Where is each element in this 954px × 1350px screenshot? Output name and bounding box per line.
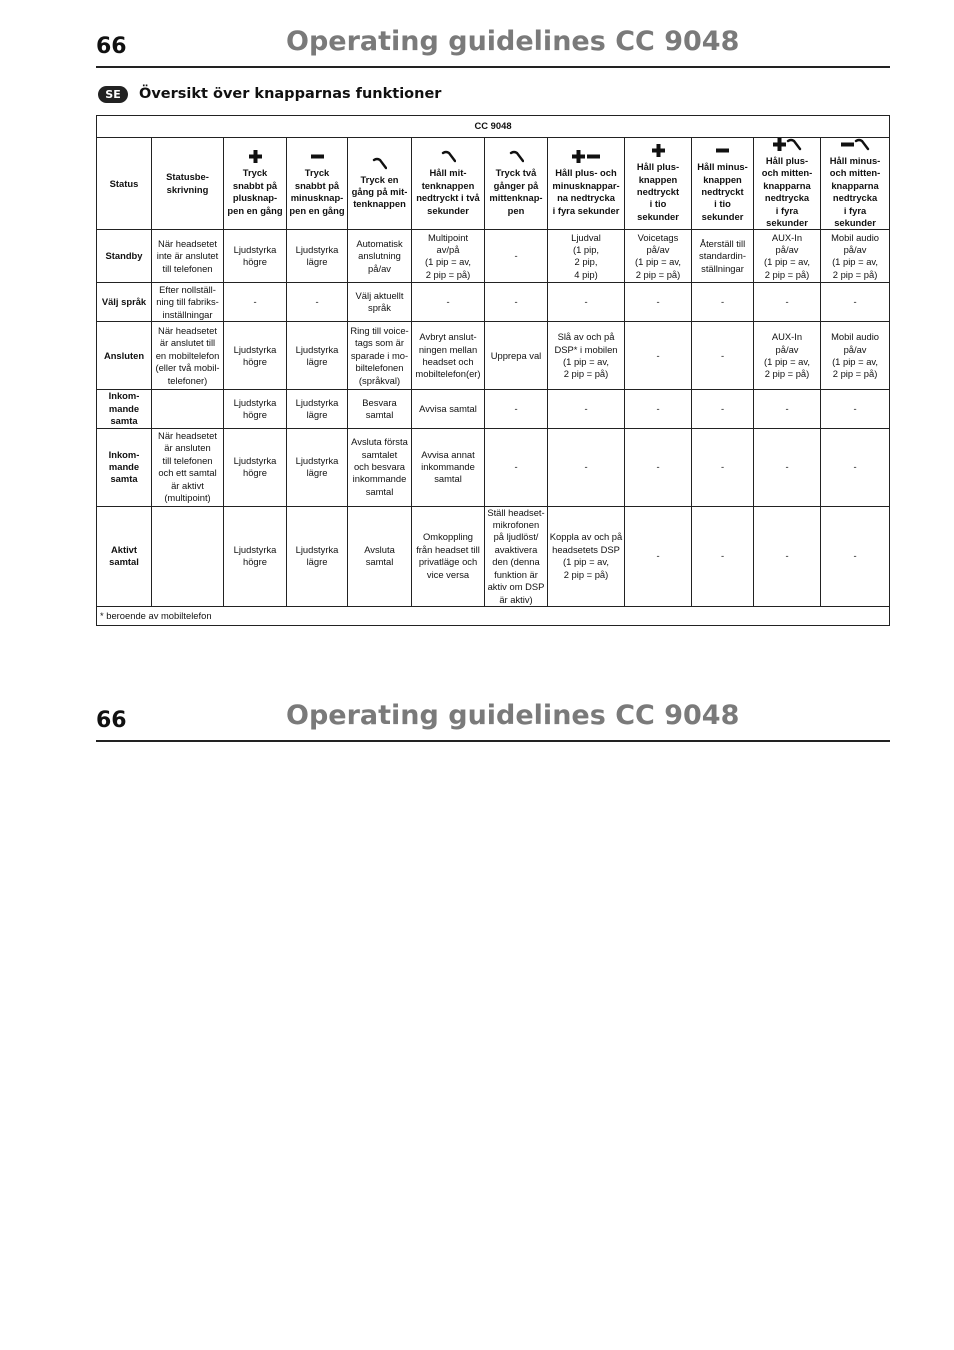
col-header-1 xyxy=(224,138,287,230)
table-cell: Ljudstyrka högre xyxy=(224,322,287,390)
col-header-label: Håll minus- knappen nedtryckt i tio sekunder xyxy=(697,161,748,222)
table-cell: Multipoint av/på (1 pip = av, 2 pip = på) xyxy=(412,230,485,283)
col-status-description: Statusbe- skrivning xyxy=(152,138,224,230)
table-cell: - xyxy=(548,428,625,506)
table-cell: - xyxy=(485,283,548,322)
page-header-repeat xyxy=(96,700,890,742)
table-cell: - xyxy=(287,283,348,322)
table-cell: - xyxy=(548,283,625,322)
col-header-label: Tryck snabbt på minusknap- pen en gång xyxy=(289,167,345,216)
table-header-row xyxy=(97,138,890,230)
table-cell: - xyxy=(485,428,548,506)
table-cell: - xyxy=(625,428,692,506)
page-header xyxy=(96,26,890,68)
table-cell: - xyxy=(625,506,692,606)
table-cell: - xyxy=(692,506,754,606)
table-cell: - xyxy=(692,283,754,322)
page-number-repeat: 66 xyxy=(96,708,127,733)
minus-icon xyxy=(288,150,346,163)
table-cell: Ljudstyrka högre xyxy=(224,506,287,606)
table-cell: Upprepa val xyxy=(485,322,548,390)
plus-phone-icon xyxy=(755,138,819,151)
table-cell: - xyxy=(754,283,821,322)
page-title: Operating guidelines CC 9048 xyxy=(286,26,740,57)
table-row xyxy=(97,283,890,322)
table-cell: - xyxy=(412,283,485,322)
col-header-4 xyxy=(412,138,485,230)
table-cell: Ljudstyrka högre xyxy=(224,428,287,506)
row-status-description: När headsetet är ansluten till telefonen och ett samtal är aktivt (multipoint) xyxy=(152,428,224,506)
table-cell: Återställ till standardin- ställningar xyxy=(692,230,754,283)
button-functions-table xyxy=(96,115,890,626)
table-cell: Ring till voice- tags som är sparade i mo- biltelefonen (språkval) xyxy=(348,322,412,390)
table-cell: - xyxy=(224,283,287,322)
col-header-label: Tryck två gånger på mittenknap- pen xyxy=(489,167,543,216)
table-cell: Besvara samtal xyxy=(348,390,412,428)
col-header-9 xyxy=(754,138,821,230)
table-cell: Koppla av och på headsetets DSP (1 pip = av, 2 pip = på) xyxy=(548,506,625,606)
table-cell: - xyxy=(821,283,890,322)
table-cell: Voicetags på/av (1 pip = av, 2 pip = på) xyxy=(625,230,692,283)
table-cell: Avsluta första samtalet och besvara inkommande samtal xyxy=(348,428,412,506)
phone-icon xyxy=(413,150,483,163)
table-cell: Avvisa samtal xyxy=(412,390,485,428)
row-status: Ansluten xyxy=(97,322,152,390)
table-cell: Slå av och på DSP* i mobilen (1 pip = av, 2 pip = på) xyxy=(548,322,625,390)
row-status: Välj språk xyxy=(97,283,152,322)
table-cell: Ljudstyrka lägre xyxy=(287,428,348,506)
table-cell: - xyxy=(625,322,692,390)
phone-icon xyxy=(486,150,546,163)
table-cell: Ljudstyrka högre xyxy=(224,390,287,428)
row-status-description xyxy=(152,506,224,606)
row-status: Standby xyxy=(97,230,152,283)
table-cell: - xyxy=(821,428,890,506)
col-header-8 xyxy=(692,138,754,230)
row-status: Aktivt samtal xyxy=(97,506,152,606)
table-cell: AUX-In på/av (1 pip = av, 2 pip = på) xyxy=(754,322,821,390)
table-row xyxy=(97,230,890,283)
row-status-description: När headsetet inte är anslutet till telefonen xyxy=(152,230,224,283)
plus-minus-icon xyxy=(549,150,623,163)
table-cell: Mobil audio på/av (1 pip = av, 2 pip = på) xyxy=(821,322,890,390)
table-cell: - xyxy=(821,390,890,428)
table-row xyxy=(97,506,890,606)
minus-icon xyxy=(693,144,752,157)
row-status: Inkom- mande samta xyxy=(97,390,152,428)
col-header-label: Håll plus- och minusknappar- na nedtrycka i fyra sekunder xyxy=(552,167,620,216)
col-header-label: Håll minus- och mitten- knapparna nedtrycka i fyra sekunder xyxy=(829,155,881,229)
table-cell: - xyxy=(692,322,754,390)
table-cell: Ljudstyrka lägre xyxy=(287,230,348,283)
table-model-header: CC 9048 xyxy=(97,116,890,138)
table-cell: Välj aktuellt språk xyxy=(348,283,412,322)
table-row xyxy=(97,322,890,390)
phone-icon xyxy=(349,157,410,170)
col-status: Status xyxy=(97,138,152,230)
page-title-repeat: Operating guidelines CC 9048 xyxy=(286,700,740,731)
col-header-5 xyxy=(485,138,548,230)
table-cell: Avsluta samtal xyxy=(348,506,412,606)
col-header-label: Håll plus- knappen nedtryckt i tio sekunder xyxy=(636,161,680,222)
row-status-description: Efter nollställ- ning till fabriks- inställningar xyxy=(152,283,224,322)
table-cell: - xyxy=(692,390,754,428)
table-cell: - xyxy=(548,390,625,428)
col-header-label: Håll plus- och mitten- knapparna nedtrycka i fyra sekunder xyxy=(761,155,813,229)
table-cell: - xyxy=(625,390,692,428)
table-cell: - xyxy=(485,390,548,428)
table-cell: Avbryt anslut- ningen mellan headset och mobiltelefon(er) xyxy=(412,322,485,390)
col-header-3 xyxy=(348,138,412,230)
section-heading xyxy=(98,84,441,104)
table-cell: - xyxy=(754,506,821,606)
table-footnote: * beroende av mobiltelefon xyxy=(97,606,890,625)
table-cell: Ljudstyrka lägre xyxy=(287,506,348,606)
language-badge: SE xyxy=(98,86,128,103)
table-cell: Ljudstyrka lägre xyxy=(287,322,348,390)
table-cell: - xyxy=(821,506,890,606)
table-cell: Ställ headset- mikrofonen på ljudlöst/ avaktivera den (denna funktion är aktiv om DSP är aktiv) xyxy=(485,506,548,606)
table-row xyxy=(97,390,890,428)
table-cell: - xyxy=(692,428,754,506)
plus-icon xyxy=(626,144,690,157)
table-cell: Ljudstyrka högre xyxy=(224,230,287,283)
table-cell: - xyxy=(754,390,821,428)
table-cell: - xyxy=(625,283,692,322)
row-status: Inkom- mande samta xyxy=(97,428,152,506)
table-row xyxy=(97,428,890,506)
table-cell: Omkoppling från headset till privatläge och vice versa xyxy=(412,506,485,606)
col-header-label: Tryck snabbt på plusknap- pen en gång xyxy=(227,167,283,216)
plus-icon xyxy=(225,150,285,163)
table-cell: - xyxy=(754,428,821,506)
row-status-description: När headsetet är anslutet till en mobiltelefon (eller två mobil- telefoner) xyxy=(152,322,224,390)
col-header-6 xyxy=(548,138,625,230)
table-cell: Mobil audio på/av (1 pip = av, 2 pip = på) xyxy=(821,230,890,283)
table-cell: Ljudval (1 pip, 2 pip, 4 pip) xyxy=(548,230,625,283)
table-cell: Ljudstyrka lägre xyxy=(287,390,348,428)
table-cell: - xyxy=(485,230,548,283)
col-header-2 xyxy=(287,138,348,230)
col-header-label: Tryck en gång på mit- tenknappen xyxy=(351,173,408,210)
page-number: 66 xyxy=(96,34,127,59)
table-cell: Avvisa annat inkommande samtal xyxy=(412,428,485,506)
col-header-label: Håll mit- tenknappen nedtryckt i två sekunder xyxy=(416,167,480,216)
col-header-10 xyxy=(821,138,890,230)
section-title: Översikt över knapparnas funktioner xyxy=(139,86,442,102)
table-cell: AUX-In på/av (1 pip = av, 2 pip = på) xyxy=(754,230,821,283)
table-cell: Automatisk anslutning på/av xyxy=(348,230,412,283)
col-header-7 xyxy=(625,138,692,230)
minus-phone-icon xyxy=(822,138,888,151)
row-status-description xyxy=(152,390,224,428)
